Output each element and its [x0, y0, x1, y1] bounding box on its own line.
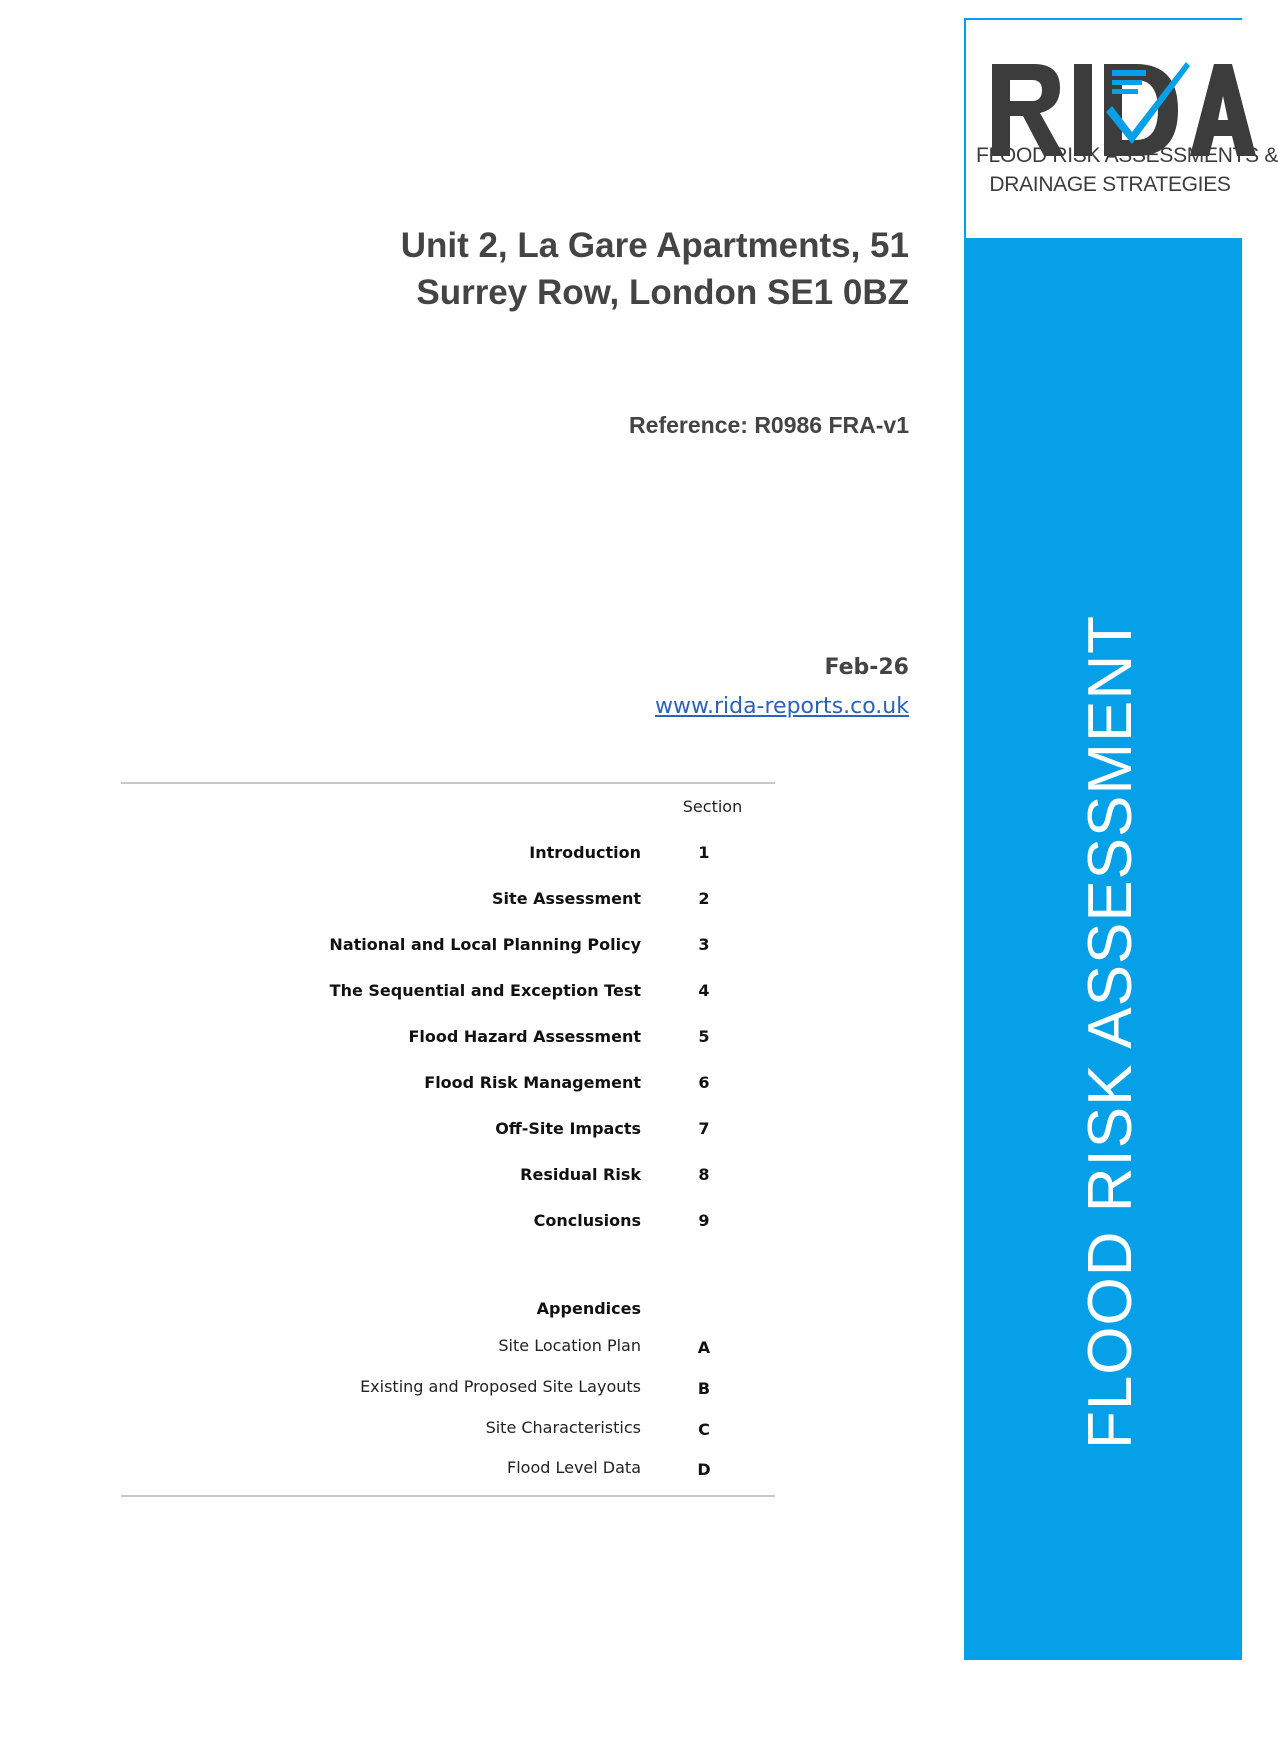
toc-row: [121, 935, 775, 959]
reference-number: Reference: R0986 FRA-v1: [629, 412, 909, 438]
website-link[interactable]: www.rida-reports.co.uk: [655, 694, 909, 719]
toc-row: [121, 981, 775, 1005]
toc-number: 1: [698, 843, 710, 862]
appendix-row: [121, 1377, 775, 1401]
toc-label: Introduction: [529, 843, 641, 862]
toc-label: National and Local Planning Policy: [329, 935, 641, 954]
appendix-row: [121, 1336, 775, 1360]
toc-number: 4: [698, 981, 710, 1000]
appendix-row: [121, 1418, 775, 1442]
appendix-letter: D: [697, 1460, 711, 1479]
contents-bottom-divider: [121, 1495, 775, 1497]
logo-box: [964, 18, 1278, 240]
toc-row: [121, 1165, 775, 1189]
appendix-label: Site Characteristics: [485, 1418, 641, 1437]
section-column-heading: Section: [682, 797, 743, 816]
toc-row: [121, 1073, 775, 1097]
toc-row: [121, 1027, 775, 1051]
appendix-label: Flood Level Data: [507, 1458, 641, 1477]
toc-number: 5: [698, 1027, 710, 1046]
toc-row: [121, 843, 775, 867]
logo-tagline-line1: FLOOD RISK ASSESSMENTS &: [976, 144, 1278, 167]
logo-tagline-line2: DRAINAGE STRATEGIES: [989, 173, 1231, 196]
appendix-label: Site Location Plan: [498, 1336, 641, 1355]
toc-row: [121, 1119, 775, 1143]
appendices-heading: Appendices: [536, 1299, 641, 1318]
toc-label: Site Assessment: [492, 889, 641, 908]
toc-number: 9: [698, 1211, 710, 1230]
appendix-row: [121, 1458, 775, 1482]
site-address: [289, 222, 909, 316]
toc-number: 6: [698, 1073, 710, 1092]
appendix-letter: B: [697, 1379, 711, 1398]
toc-label: Residual Risk: [520, 1165, 641, 1184]
toc-label: Off-Site Impacts: [495, 1119, 641, 1138]
appendix-letter: A: [697, 1338, 711, 1357]
toc-label: Conclusions: [533, 1211, 641, 1230]
document-type-title: FLOOD RISK ASSESSMENT: [1076, 614, 1145, 1450]
appendix-letter: C: [698, 1420, 710, 1439]
appendix-label: Existing and Proposed Site Layouts: [360, 1377, 641, 1396]
appendices-heading-row: [121, 1299, 775, 1323]
toc-row: [121, 1211, 775, 1235]
toc-number: 8: [698, 1165, 710, 1184]
toc-number: 7: [698, 1119, 710, 1138]
toc-label: The Sequential and Exception Test: [329, 981, 641, 1000]
toc-label: Flood Risk Management: [424, 1073, 641, 1092]
toc-row: [121, 889, 775, 913]
toc-number: 3: [698, 935, 710, 954]
toc-number: 2: [698, 889, 710, 908]
address-line-2: Surrey Row, London SE1 0BZ: [416, 273, 909, 312]
contents-top-divider: [121, 782, 775, 784]
toc-label: Flood Hazard Assessment: [408, 1027, 641, 1046]
report-date: Feb-26: [824, 655, 909, 680]
address-line-1: Unit 2, La Gare Apartments, 51: [400, 226, 909, 265]
